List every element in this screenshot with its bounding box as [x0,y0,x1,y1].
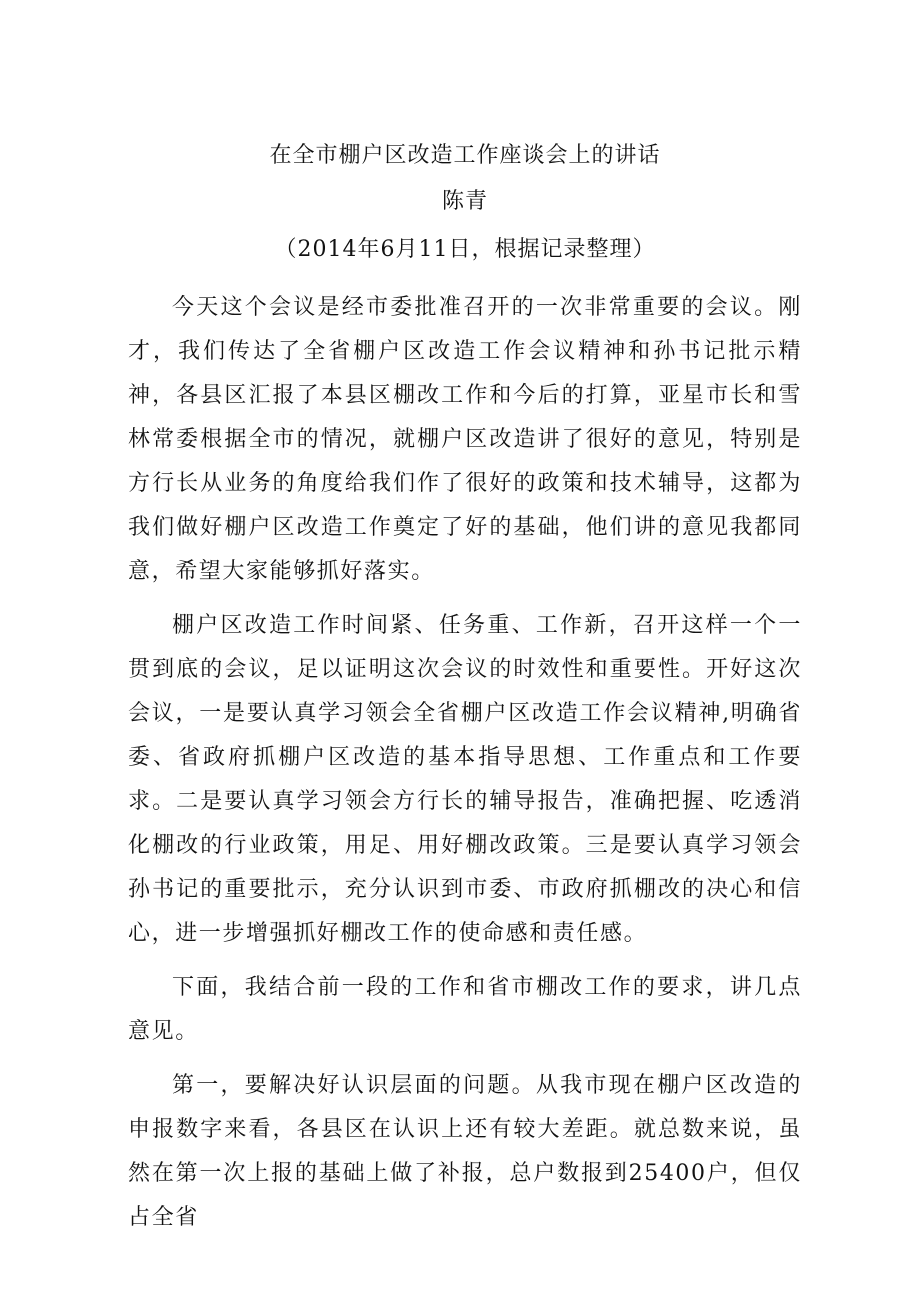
paragraph: 下面，我结合前一段的工作和省市棚改工作的要求，讲几点意见。 [128,975,802,1044]
paragraph: 第一，要解决好认识层面的问题。从我市现在棚户区改造的申报数字来看，各县区在认识上还有较大差距。就总数来说，虽然在第一次上报的基础上做了补报，总户数报到25400户，但仅占全省 [128,1073,802,1230]
paragraph: 今天这个会议是经市委批准召开的一次非常重要的会议。刚才，我们传达了全省棚户区改造工作会议精神和孙书记批示精神，各县区汇报了本县区棚改工作和今后的打算，亚星市长和雪林常委根据全市的情况，就棚户区改造讲了很好的意见，特别是方行长从业务的角度给我们作了很好的政策和技术辅导，这都为我们做好棚户区改造工作奠定了好的基础，他们讲的意见我都同意，希望大家能够抓好落实。 [128,295,802,584]
document-author: 陈青 [441,189,488,214]
document-body [128,138,802,1240]
document-title: 在全市棚户区改造工作座谈会上的讲话 [269,143,661,168]
document-date-note: （2014年6月11日，根据记录整理） [274,237,656,262]
paragraph: 棚户区改造工作时间紧、任务重、工作新，召开这样一个一贯到底的会议，足以证明这次会议的时效性和重要性。开好这次会议，一是要认真学习领会全省棚户区改造工作会议精神,明确省委、省政府抓棚户区改造的基本指导思想、工作重点和工作要求。二是要认真学习领会方行长的辅导报告，准确把握、吃透消化棚改的行业政策，用足、用好棚改政策。三是要认真学习领会孙书记的重要批示，充分认识到市委、市政府抓棚改的决心和信心，进一步增强抓好棚改工作的使命感和责任感。 [128,613,802,946]
